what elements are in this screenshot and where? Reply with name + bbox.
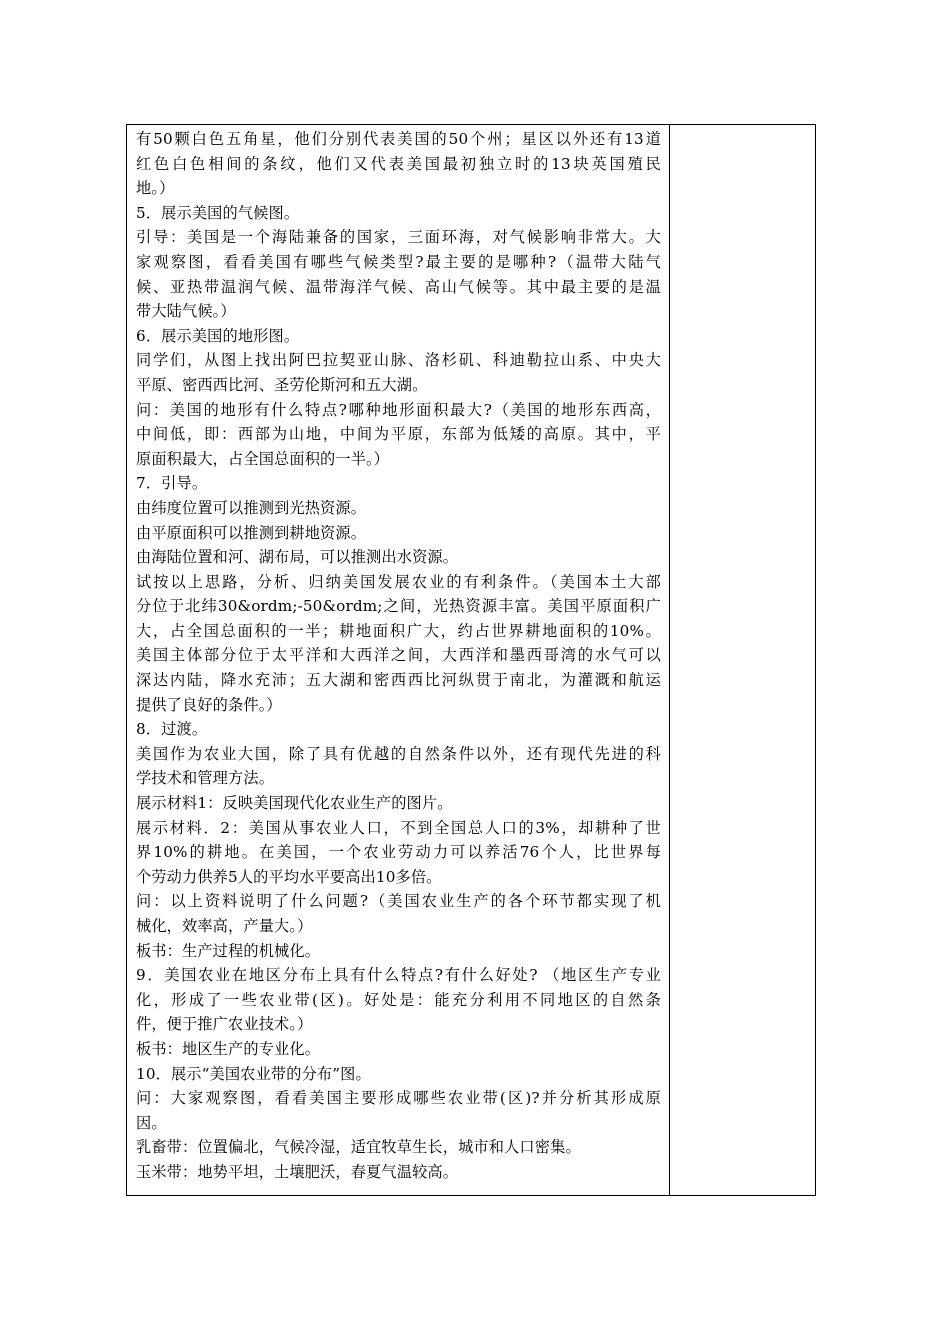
text-line: 分位于北纬30&ordm;-50&ordm;之间，光热资源丰富。美国平原面积广 (136, 597, 661, 616)
text-line: 平原、密西西比河、圣劳伦斯河和五大湖。 (136, 375, 428, 394)
text-line: 件，便于推广农业技术。） (136, 1015, 313, 1034)
text-line: 地。） (136, 179, 175, 198)
text-line: 问：大家观察图，看看美国主要形成哪些农业带(区)?并分析其形成原 (136, 1089, 661, 1108)
text-line: 界10%的耕地。在美国，一个农业劳动力可以养活76个人，比世界每 (136, 843, 661, 862)
text-line: 美国作为农业大国，除了具有优越的自然条件以外，还有现代先进的科 (136, 744, 661, 763)
step-heading: 8．过渡。 (136, 720, 208, 739)
text-line: 乳畜带：位置偏北，气候冷湿，适宜牧草生长，城市和人口密集。 (136, 1138, 581, 1157)
text-line: 由平原面积可以推测到耕地资源。 (136, 523, 367, 542)
blackboard-note: 板书：地区生产的专业化。 (136, 1039, 321, 1058)
text-line: 械化，效率高，产量大。） (136, 917, 313, 935)
lesson-content-cell (127, 125, 670, 1195)
text-line: 问：以上资料说明了什么问题?（美国农业生产的各个环节都实现了机 (136, 892, 661, 911)
text-line: 带大陆气候。） (136, 302, 236, 321)
text-line: 化，形成了一些农业带(区)。好处是：能充分利用不同地区的自然条 (136, 990, 661, 1009)
blackboard-note: 板书：生产过程的机械化。 (136, 941, 321, 960)
step-heading: 9．美国农业在地区分布上具有什么特点?有什么好处? （地区生产专业 (136, 966, 661, 985)
text-line: 原面积最大，占全国总面积的一半。） (136, 449, 390, 468)
text-line: 引导：美国是一个海陆兼备的国家，三面环海，对气候影响非常大。大 (136, 228, 661, 247)
text-line: 个劳动力供养5人的平均水平要高出10多倍。 (136, 867, 442, 886)
text-line: 有50颗白色五角星，他们分别代表美国的50个州；星区以外还有13道 (136, 130, 661, 148)
step-heading: 10．展示“美国农业带的分布”图。 (136, 1064, 371, 1083)
text-line: 大，占全国总面积的一半；耕地面积广大，约占世界耕地面积的10%。 (136, 621, 661, 640)
text-line: 由纬度位置可以推测到光热资源。 (136, 498, 367, 517)
step-heading: 5．展示美国的气候图。 (136, 203, 300, 222)
text-line: 候、亚热带温润气候、温带海洋气候、高山气候等。其中最主要的是温 (136, 277, 661, 296)
text-line: 展示材料1：反映美国现代化农业生产的图片。 (136, 794, 453, 813)
text-line: 问：美国的地形有什么特点?哪种地形面积最大?（美国的地形东西高， (136, 400, 661, 419)
text-line: 学技术和管理方法。 (136, 769, 275, 788)
step-heading: 7．引导。 (136, 474, 208, 493)
text-line: 由海陆位置和河、湖布局，可以推测出水资源。 (136, 548, 459, 567)
notes-cell (670, 125, 815, 1195)
text-line: 美国主体部分位于太平洋和大西洋之间，大西洋和墨西哥湾的水气可以 (136, 646, 661, 665)
text-line: 中间低，即：西部为山地，中间为平原，东部为低矮的高原。其中，平 (136, 425, 661, 444)
text-line: 玉米带：地势平坦，土壤肥沃，春夏气温较高。 (136, 1162, 459, 1181)
lesson-table (126, 124, 816, 1196)
text-line: 提供了良好的条件。） (136, 695, 282, 714)
text-line: 因。 (136, 1113, 167, 1132)
text-line: 红色白色相间的条纹，他们又代表美国最初独立时的13块英国殖民 (136, 154, 661, 173)
text-line: 同学们，从图上找出阿巴拉契亚山脉、洛杉矶、科迪勒拉山系、中央大 (136, 351, 661, 370)
text-line: 深达内陆，降水充沛；五大湖和密西西比河纵贯于南北，为灌溉和航运 (136, 671, 661, 690)
step-heading: 6．展示美国的地形图。 (136, 326, 300, 345)
text-line: 展示材料．2：美国从事农业人口，不到全国总人口的3%，却耕种了世 (136, 818, 661, 837)
text-line: 家观察图，看看美国有哪些气候类型?最主要的是哪种?（温带大陆气 (136, 252, 661, 271)
text-line: 试按以上思路，分析、归纳美国发展农业的有利条件。（美国本土大部 (136, 572, 661, 591)
